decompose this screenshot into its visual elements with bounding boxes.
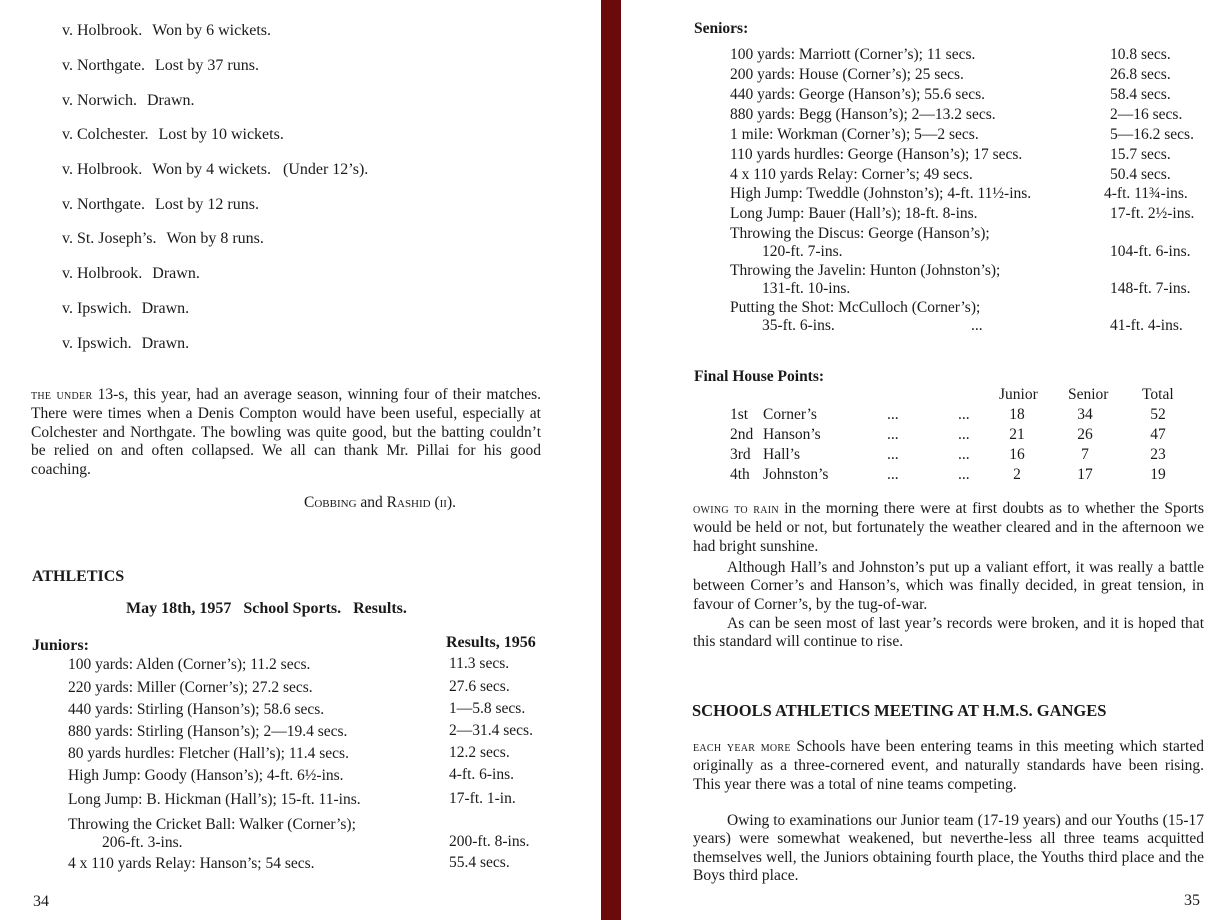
seniors-label: Seniors: (694, 20, 749, 37)
leader-dots: ... (887, 466, 899, 483)
match-opponent: v. St. Joseph’s. (62, 230, 157, 247)
total-points: 19 (1150, 466, 1166, 483)
match-opponent: v. Norwich. (62, 92, 137, 109)
event-result: 80 yards hurdles: Fletcher (Hall’s); 11.4 secs. (68, 745, 349, 762)
page-gutter (601, 0, 621, 920)
previous-result: 12.2 secs. (449, 744, 510, 761)
house-points-row (621, 406, 1231, 426)
ganges-report-paragraph (693, 812, 1204, 886)
leader-dots: ... (958, 426, 970, 443)
event-result: High Jump: Goody (Hanson’s); 4-ft. 6½-ins. (68, 767, 344, 784)
match-item (62, 300, 189, 318)
previous-result: 17-ft. 2½-ins. (1110, 205, 1195, 222)
house-points-row (621, 466, 1231, 486)
match-opponent: v. Holbrook. (62, 265, 143, 282)
event-result: 220 yards: Miller (Corner’s); 27.2 secs. (68, 679, 313, 696)
match-opponent: v. Ipswich. (62, 300, 132, 317)
event-result: Long Jump: B. Hickman (Hall’s); 15-ft. 11-ins. (68, 791, 361, 808)
place: 4th (730, 466, 750, 483)
event-result: Throwing the Cricket Ball: Walker (Corner’s); (68, 816, 356, 833)
house-name: Hall’s (763, 446, 801, 463)
event-result: 200 yards: House (Corner’s); 25 secs. (730, 66, 964, 83)
previous-result: 2—31.4 secs. (449, 722, 533, 739)
total-points: 47 (1150, 426, 1166, 443)
house-points-header (621, 386, 1231, 406)
house-points-row (621, 426, 1231, 446)
previous-result: 5—16.2 secs. (1110, 126, 1194, 143)
senior-points: 34 (1077, 406, 1093, 423)
match-result: Lost by 10 wickets. (158, 126, 284, 143)
event-result: 110 yards hurdles: George (Hanson’s); 17 secs. (730, 146, 1023, 163)
total-points: 23 (1150, 446, 1166, 463)
juniors-label: Juniors: (32, 637, 89, 654)
place: 2nd (730, 426, 754, 443)
paragraph-text: Schools have been entering teams in this meeting which started originally as a three-cornered event, and naturally standards have been rising. This year there was a total of nine teams competing. (693, 738, 1204, 793)
match-opponent: v. Ipswich. (62, 335, 132, 352)
match-result: Lost by 37 runs. (154, 57, 259, 74)
paragraph-text: in the morning there were at first doubts as to whether the Sports would be held or not, but fortunately the weather cleared and in the afternoon we had bright sunshine. (693, 500, 1205, 555)
paragraph-text: Owing to examinations our Junior team (17-19 years) and our Youths (15-17 years) were somewhat weakened, but neverthe-less all three teams acquitted themselves well, the Juniors obtaining fourth place, the Youths third place and the Boys third place. (693, 812, 1204, 885)
column-header-senior: Senior (1068, 386, 1109, 403)
event-result: Throwing the Javelin: Hunton (Johnston’s); (730, 262, 1001, 279)
leader-dots: ... (958, 466, 970, 483)
event-result-continued: 206-ft. 3-ins. (102, 834, 183, 851)
match-result: Won by 8 runs. (166, 230, 264, 247)
previous-result: 55.4 secs. (449, 854, 510, 871)
match-result: Drawn. (141, 300, 190, 317)
lead-in: each year more (693, 740, 791, 755)
match-item (62, 57, 259, 75)
previous-result: 4-ft. 6-ins. (449, 766, 515, 783)
event-result: 440 yards: George (Hanson’s); 55.6 secs. (730, 86, 985, 103)
event-result-continued: 120-ft. 7-ins. (762, 243, 843, 260)
previous-result: 148-ft. 7-ins. (1110, 280, 1191, 297)
match-result: Drawn. (152, 265, 200, 282)
lead-in: the under (31, 388, 93, 403)
leader-dots: ... (958, 406, 970, 423)
paragraph-text: Although Hall’s and Johnston’s put up a valiant effort, it was really a battle between Corner’s and Hanson’s, which was finally decided, in great tension, in favour of Corner’s, by the tug-of-war. (693, 559, 1204, 613)
match-item (62, 126, 284, 144)
house-name: Johnston’s (763, 466, 829, 483)
left-page (0, 0, 601, 920)
leader-dots: ... (971, 317, 983, 334)
event-result-continued: 35-ft. 6-ins. (762, 317, 835, 334)
column-header-junior: Junior (999, 386, 1038, 403)
sports-report-paragraph (693, 500, 1204, 556)
previous-result: 1—5.8 secs. (449, 700, 526, 717)
event-result-continued: 131-ft. 10-ins. (762, 280, 851, 297)
match-item (62, 161, 368, 179)
column-header-total: Total (1142, 386, 1174, 403)
match-item (62, 196, 259, 214)
event-result: 1 mile: Workman (Corner’s); 5—2 secs. (730, 126, 979, 143)
house-name: Hanson’s (763, 426, 821, 443)
event-result: 4 x 110 yards Relay: Corner’s; 49 secs. (730, 166, 973, 183)
match-opponent: v. Colchester. (62, 126, 149, 143)
match-item (62, 230, 264, 248)
match-result: Drawn. (146, 92, 195, 109)
previous-result: 26.8 secs. (1110, 66, 1171, 83)
match-opponent: v. Holbrook. (62, 22, 143, 39)
previous-result: 10.8 secs. (1110, 46, 1171, 63)
match-opponent: v. Northgate. (62, 57, 145, 74)
previous-result: 11.3 secs. (449, 655, 510, 672)
previous-result: 17-ft. 1-in. (449, 790, 516, 807)
right-page (621, 0, 1231, 920)
leader-dots: ... (958, 446, 970, 463)
sports-report-paragraph (693, 615, 1204, 652)
house-points-row (621, 446, 1231, 466)
match-opponent: v. Northgate. (62, 196, 145, 213)
event-result: Long Jump: Bauer (Hall’s); 18-ft. 8-ins. (730, 205, 978, 222)
athletics-heading: ATHLETICS (32, 568, 125, 585)
match-item (62, 92, 195, 110)
event-result: 880 yards: Begg (Hanson’s); 2—13.2 secs. (730, 106, 996, 123)
ganges-report-paragraph (693, 738, 1204, 794)
previous-result: 58.4 secs. (1110, 86, 1171, 103)
junior-points: 16 (1009, 446, 1025, 463)
event-result: 880 yards: Stirling (Hanson’s); 2—19.4 secs. (68, 723, 348, 740)
previous-result: 15.7 secs. (1110, 146, 1171, 163)
sports-report-paragraph (693, 559, 1204, 614)
senior-points: 7 (1081, 446, 1089, 463)
signature-name-1: Cobbing (304, 494, 357, 511)
senior-points: 26 (1077, 426, 1093, 443)
place: 1st (730, 406, 749, 423)
event-result: Putting the Shot: McCulloch (Corner’s); (730, 299, 981, 316)
ganges-heading: SCHOOLS ATHLETICS MEETING AT H.M.S. GANGES (692, 701, 1107, 720)
previous-result: 41-ft. 4-ins. (1110, 317, 1183, 334)
under13-report (31, 386, 541, 479)
signature-suffix: (ii). (434, 494, 457, 511)
leader-dots: ... (887, 406, 899, 423)
event-result: High Jump: Tweddle (Johnston’s); 4-ft. 11½-ins. (730, 185, 1032, 202)
previous-result: 104-ft. 6-ins. (1110, 243, 1191, 260)
leader-dots: ... (887, 446, 899, 463)
signature (304, 494, 456, 512)
report-text: 13-s, this year, had an average season, winning four of their matches. There were times when a Denis Compton would have been useful, especially at Colchester and Northgate. The bowling was quite good, but the batting couldn’t be relied on and often collapsed. We all can thank Mr. Pillai for his good coaching. (31, 386, 541, 478)
house-name: Corner’s (763, 406, 817, 423)
senior-points: 17 (1077, 466, 1093, 483)
results-1956-label: Results, 1956 (446, 634, 536, 651)
page-number: 34 (33, 893, 49, 910)
signature-name-2: Rashid (386, 494, 431, 511)
match-result: Drawn. (141, 335, 190, 352)
match-item (62, 335, 189, 353)
previous-result: 200-ft. 8-ins. (449, 833, 530, 850)
event-result: 4 x 110 yards Relay: Hanson’s; 54 secs. (68, 855, 315, 872)
junior-points: 21 (1009, 426, 1025, 443)
match-item (62, 265, 200, 283)
lead-in: owing to rain (693, 502, 779, 517)
event-result: 100 yards: Marriott (Corner’s); 11 secs. (730, 46, 976, 63)
previous-result: 50.4 secs. (1110, 166, 1171, 183)
house-points-title: Final House Points: (694, 368, 825, 385)
event-result: Throwing the Discus: George (Hanson’s); (730, 225, 990, 242)
previous-result: 4-ft. 11¾-ins. (1104, 185, 1188, 202)
match-opponent: v. Holbrook. (62, 161, 143, 178)
match-result: Lost by 12 runs. (154, 196, 259, 213)
sports-heading: May 18th, 1957 School Sports. Results. (126, 600, 407, 617)
event-result: 440 yards: Stirling (Hanson’s); 58.6 secs. (68, 701, 325, 718)
page-number: 35 (1184, 892, 1200, 909)
event-result: 100 yards: Alden (Corner’s); 11.2 secs. (68, 656, 311, 673)
junior-points: 2 (1013, 466, 1021, 483)
paragraph-text: As can be seen most of last year’s records were broken, and it is hoped that this standard will continue to rise. (693, 615, 1204, 651)
place: 3rd (730, 446, 751, 463)
match-result: Won by 6 wickets. (152, 22, 271, 39)
leader-dots: ... (887, 426, 899, 443)
match-result: Won by 4 wickets. (Under 12’s). (152, 161, 369, 178)
junior-points: 18 (1009, 406, 1025, 423)
match-item (62, 22, 271, 40)
previous-result: 2—16 secs. (1110, 106, 1183, 123)
total-points: 52 (1150, 406, 1166, 423)
previous-result: 27.6 secs. (449, 678, 510, 695)
signature-and: and (360, 494, 383, 511)
